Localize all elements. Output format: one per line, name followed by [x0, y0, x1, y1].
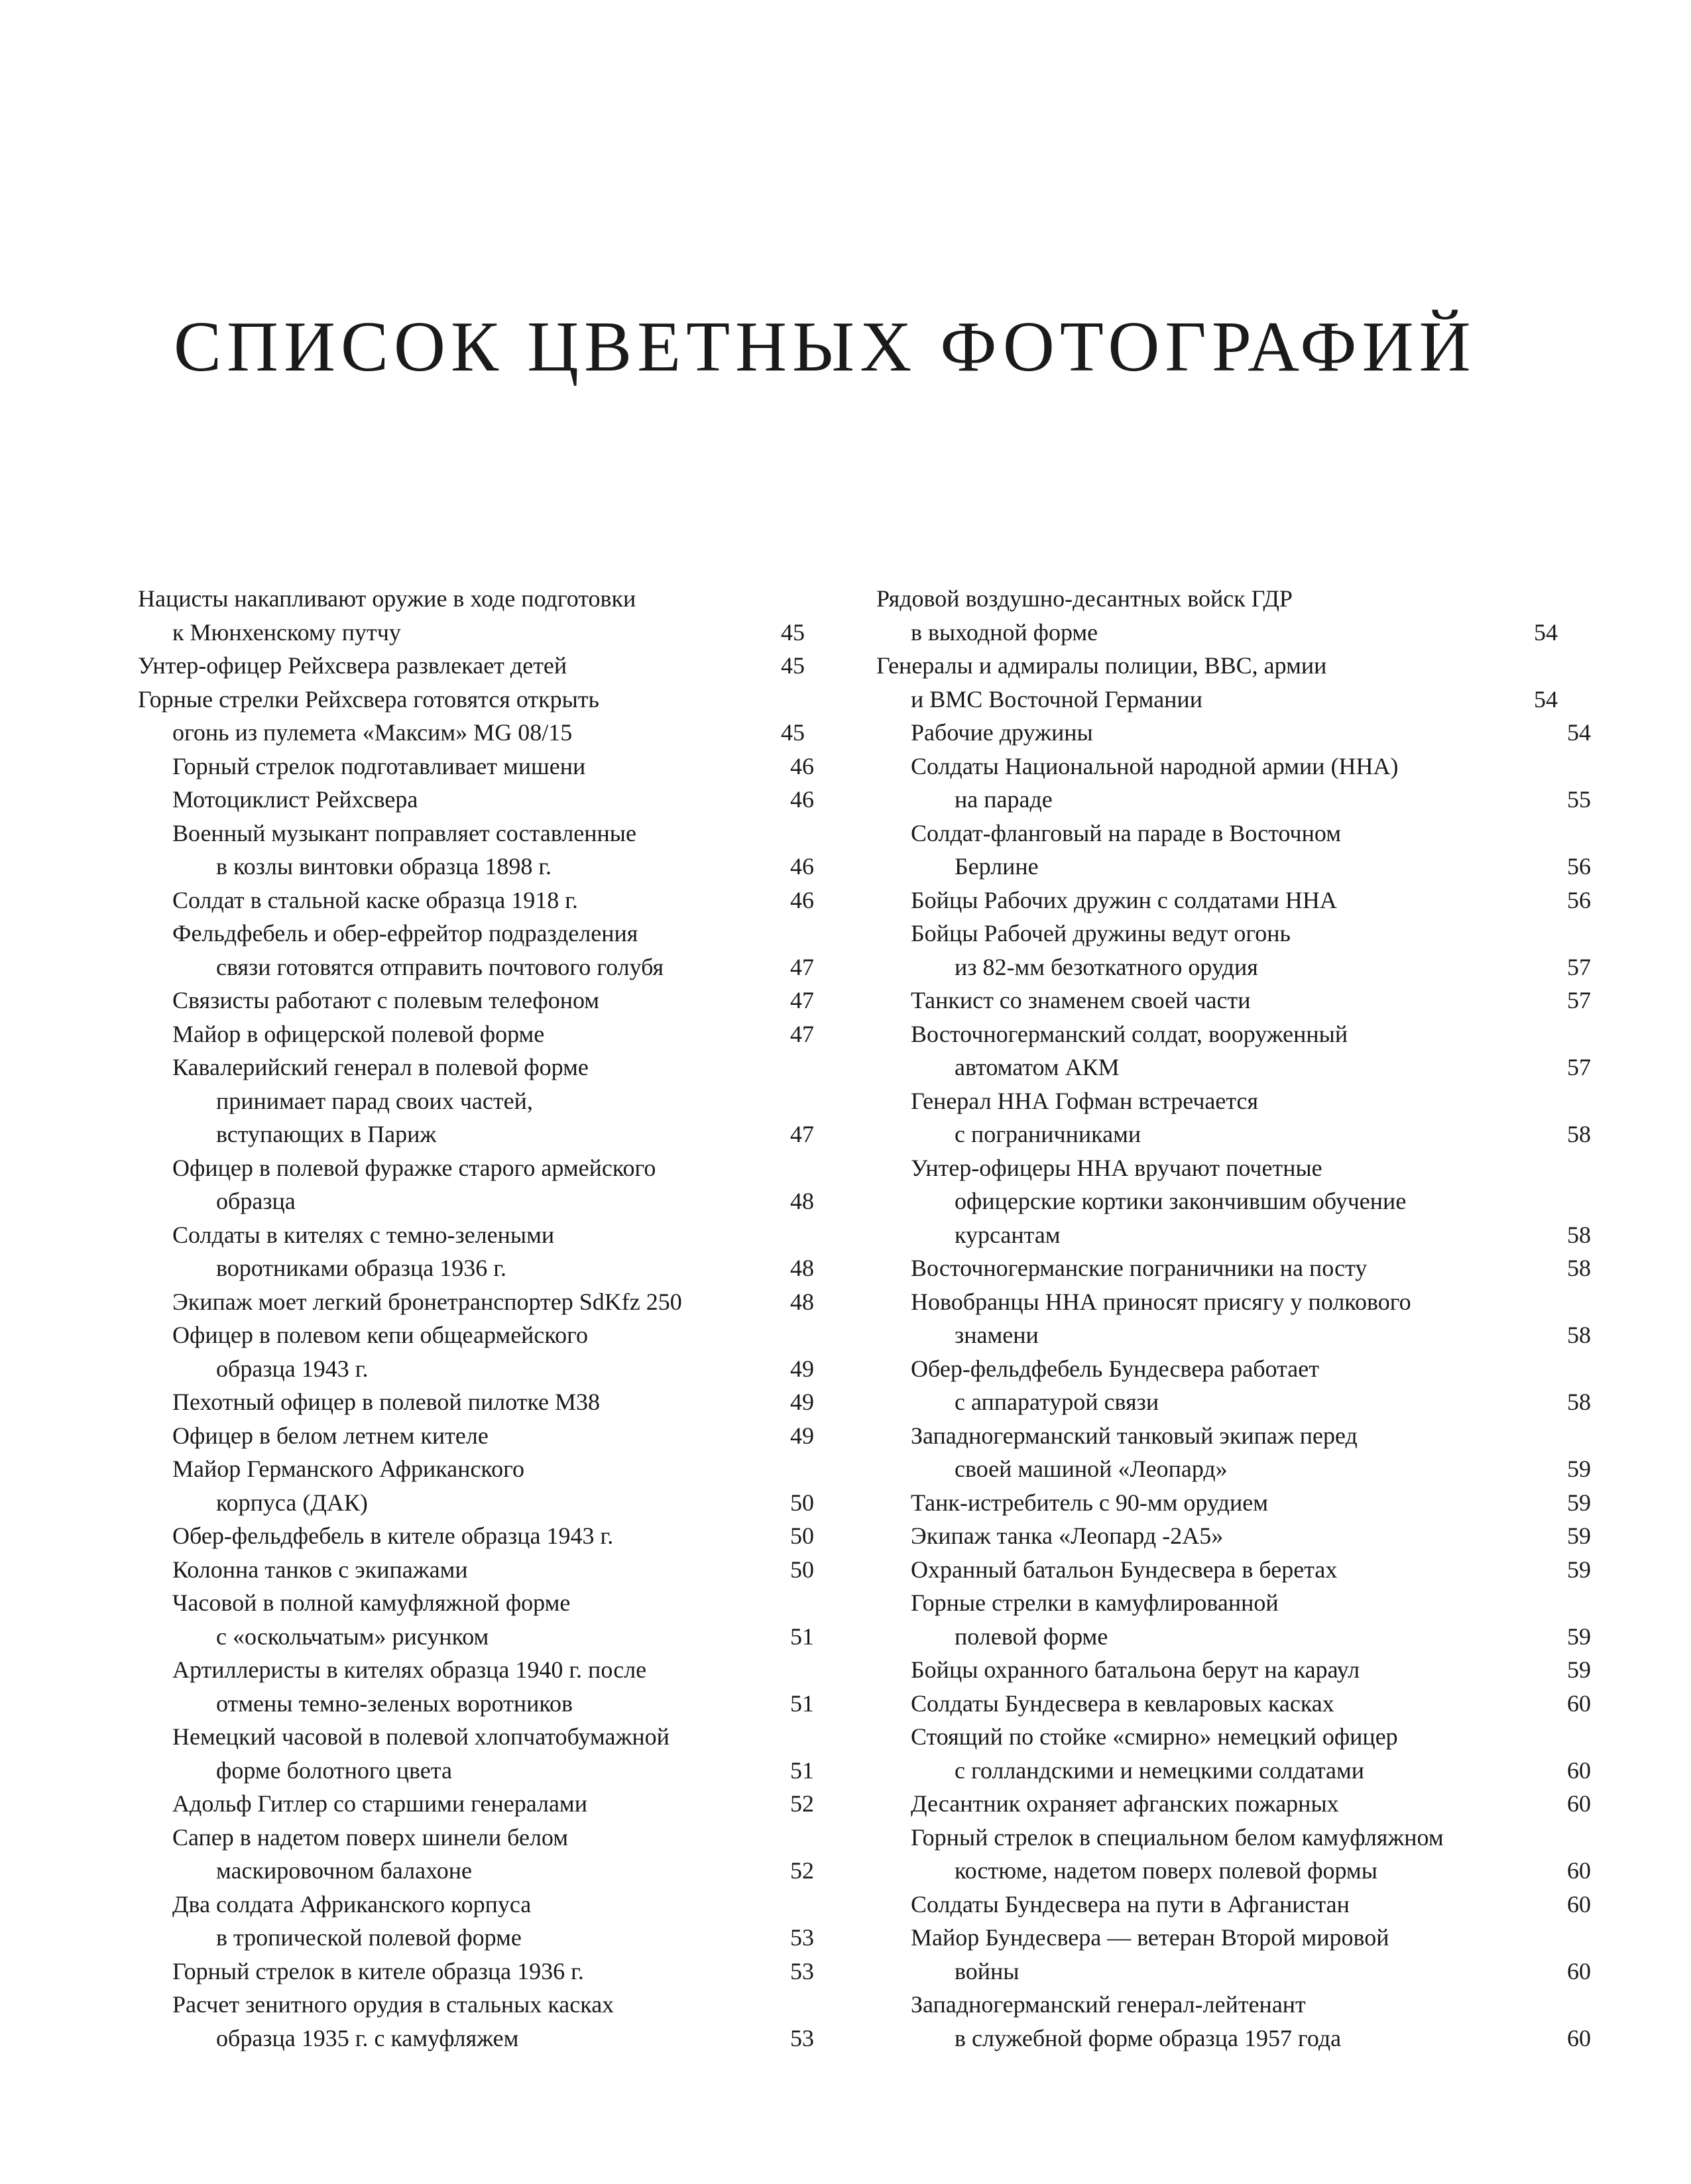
- entry-title: Танкист со знаменем своей части: [911, 987, 1251, 1013]
- page-number: 50: [790, 1556, 814, 1583]
- toc-entry: [876, 1888, 1591, 1922]
- page-number: 52: [790, 1790, 814, 1817]
- page-number: 58: [1567, 1221, 1591, 1248]
- toc-entry: [138, 1988, 814, 2055]
- page-number: 53: [790, 1957, 814, 1984]
- page-number: 50: [790, 1523, 814, 1549]
- entry-title: Солдаты Бундесвера на пути в Афганистан: [911, 1890, 1350, 1918]
- entry-title-continuation: Берлине: [955, 853, 1039, 880]
- page-number: 46: [790, 886, 814, 913]
- toc-entry: [876, 750, 1591, 817]
- toc-entry: [876, 1553, 1591, 1587]
- page-number: 60: [1567, 2024, 1591, 2051]
- page-number: 60: [1567, 1790, 1591, 1817]
- entry-title: Солдат в стальной каске образца 1918 г.: [172, 886, 578, 913]
- toc-entry: [876, 1151, 1591, 1252]
- entry-title: Западногерманский генерал-лейтенант: [911, 1991, 1306, 2018]
- entry-title-continuation: курсантам: [955, 1221, 1061, 1248]
- entry-title-continuation: форме болотного цвета: [216, 1756, 452, 1784]
- page-number: 49: [790, 1389, 814, 1415]
- entry-title: Солдаты в кителях с темно-зелеными: [172, 1221, 555, 1248]
- entry-title-continuation: в тропической полевой форме: [216, 1924, 522, 1951]
- entry-title-continuation: костюме, надетом поверх полевой формы: [955, 1857, 1377, 1884]
- page-number: 59: [1567, 1456, 1591, 1482]
- toc-entry: [876, 984, 1591, 1017]
- page-number: 59: [1567, 1523, 1591, 1549]
- toc-entry: [138, 1955, 814, 1988]
- toc-entry: [876, 649, 1591, 716]
- toc-entry: [138, 1720, 814, 1787]
- toc-entry: [138, 1787, 814, 1821]
- entry-title-continuation: воротниками образца 1936 г.: [216, 1255, 506, 1281]
- toc-entry: [138, 1151, 814, 1218]
- entry-title-continuation: автоматом АКМ: [955, 1054, 1120, 1080]
- page-number: 48: [790, 1188, 814, 1214]
- entry-title: Колонна танков с экипажами: [172, 1556, 468, 1583]
- entry-title-continuation: с аппаратурой связи: [955, 1389, 1159, 1415]
- toc-entry: [876, 817, 1591, 884]
- toc-entry: [138, 884, 814, 917]
- page-number: 58: [1567, 1121, 1591, 1147]
- page-number: 60: [1567, 1857, 1591, 1884]
- entry-title-continuation: и ВМС Восточной Германии: [911, 685, 1202, 713]
- toc-entry: [876, 1653, 1591, 1687]
- toc-entry: [876, 1586, 1591, 1653]
- page-number: 56: [1567, 853, 1591, 880]
- entry-title: Фельдфебель и обер-ефрейтор подразделения: [172, 920, 638, 947]
- page-number: 46: [790, 853, 814, 880]
- page-number: 60: [1567, 1690, 1591, 1717]
- entry-title: Восточногерманский солдат, вооруженный: [911, 1020, 1348, 1047]
- page-number: 51: [790, 1690, 814, 1717]
- entry-title: Нацисты накапливают оружие в ходе подготовки: [138, 585, 636, 612]
- entry-title-continuation: знамени: [955, 1322, 1039, 1348]
- entry-title-continuation: с пограничниками: [955, 1121, 1141, 1147]
- toc-entry: [138, 683, 814, 750]
- page-number: 60: [1567, 1890, 1591, 1918]
- right-column-list: [876, 582, 1591, 2055]
- page-number: 59: [1567, 1656, 1591, 1683]
- entry-title-continuation: с голландскими и немецкими солдатами: [955, 1756, 1365, 1784]
- page-number: 59: [1567, 1556, 1591, 1583]
- entry-title: Горные стрелки в камуфлированной: [911, 1589, 1279, 1616]
- entry-title: Горный стрелок подготавливает мишени: [172, 752, 586, 779]
- toc-entry: [138, 1285, 814, 1319]
- toc-entry: [876, 1988, 1591, 2055]
- page-number: 56: [1567, 886, 1591, 913]
- page-number: 59: [1567, 1489, 1591, 1516]
- toc-entry: [876, 1017, 1591, 1084]
- toc-entry: [138, 817, 814, 884]
- entry-title: Стоящий по стойке «смирно» немецкий офицер: [911, 1723, 1398, 1750]
- entry-title: Майор в офицерской полевой форме: [172, 1020, 545, 1047]
- entry-title-continuation: маскировочном балахоне: [216, 1857, 472, 1884]
- entry-title: Рядовой воздушно-десантных войск ГДР: [876, 585, 1293, 612]
- toc-entry: [876, 1486, 1591, 1520]
- entry-title: Немецкий часовой в полевой хлопчатобумажной: [172, 1723, 670, 1750]
- toc-entry: [876, 917, 1591, 984]
- page-number: 59: [1567, 1623, 1591, 1650]
- entry-title: Бойцы Рабочей дружины ведут огонь: [911, 920, 1291, 947]
- entry-title: Офицер в белом летнем кителе: [172, 1422, 489, 1449]
- page-number: 53: [790, 2024, 814, 2051]
- toc-entry: [876, 1084, 1591, 1151]
- entry-title: Западногерманский танковый экипаж перед: [911, 1422, 1358, 1449]
- entry-title-continuation: вступающих в Париж: [216, 1121, 437, 1147]
- entry-title: Кавалерийский генерал в полевой форме: [172, 1054, 589, 1080]
- toc-entry: [138, 984, 814, 1017]
- toc-entry: [138, 1586, 814, 1653]
- toc-entry: [138, 1017, 814, 1051]
- entry-title-continuation: корпуса (ДАК): [216, 1489, 368, 1516]
- page-number: 45: [781, 652, 805, 679]
- entry-title: Пехотный офицер в полевой пилотке М38: [172, 1389, 601, 1415]
- page-number: 58: [1567, 1389, 1591, 1415]
- entry-title-continuation: на параде: [955, 786, 1053, 813]
- toc-entry: [138, 1821, 814, 1888]
- entry-title: Майор Германского Африканского: [172, 1456, 524, 1482]
- toc-entry: [876, 1419, 1591, 1486]
- page-number: 51: [790, 1756, 814, 1784]
- entry-title-continuation: в выходной форме: [911, 618, 1098, 646]
- entry-title: Расчет зенитного орудия в стальных касках: [172, 1991, 614, 2018]
- entry-title-continuation: отмены темно-зеленых воротников: [216, 1690, 573, 1717]
- entry-title-continuation: огонь из пулемета «Максим» MG 08/15: [172, 719, 573, 746]
- entry-title-continuation: образца 1943 г.: [216, 1355, 369, 1382]
- page-number: 47: [790, 987, 814, 1013]
- entry-title: Офицер в полевом кепи общеармейского: [172, 1322, 588, 1348]
- entry-title-continuation: принимает парад своих частей,: [216, 1087, 533, 1114]
- page-number: 49: [790, 1422, 814, 1449]
- toc-entry: [138, 1419, 814, 1453]
- toc-entry: [876, 1352, 1591, 1419]
- entry-title: Восточногерманские пограничники на посту: [911, 1255, 1368, 1281]
- entry-title: Рабочие дружины: [911, 719, 1093, 746]
- toc-entry: [876, 1687, 1591, 1721]
- entry-title: Генералы и адмиралы полиции, ВВС, армии: [876, 652, 1327, 679]
- entry-title-continuation: офицерские кортики закончившим обучение: [955, 1188, 1407, 1214]
- page-number: 57: [1567, 953, 1591, 980]
- entry-title: Горный стрелок в кителе образца 1936 г.: [172, 1957, 584, 1984]
- page-number: 46: [790, 786, 814, 813]
- toc-entry: [138, 1553, 814, 1587]
- page-number: 54: [1534, 685, 1558, 713]
- page-number: 45: [781, 618, 805, 646]
- entry-title: Мотоциклист Рейхсвера: [172, 786, 418, 813]
- entry-title-continuation: своей машиной «Леопард»: [955, 1456, 1228, 1482]
- entry-title: Солдаты Бундесвера в кевларовых касках: [911, 1690, 1334, 1717]
- entry-title: Бойцы охранного батальона берут на караул: [911, 1656, 1360, 1683]
- entry-title-continuation: в служебной форме образца 1957 года: [955, 2024, 1342, 2051]
- entry-title: Экипаж танка «Леопард -2А5»: [911, 1523, 1224, 1549]
- page-number: 60: [1567, 1756, 1591, 1784]
- page-number: 57: [1567, 1054, 1591, 1080]
- page-number: 60: [1567, 1957, 1591, 1984]
- entry-title: Артиллеристы в кителях образца 1940 г. после: [172, 1656, 647, 1683]
- page-number: 55: [1567, 786, 1591, 813]
- entry-title-continuation: образца: [216, 1188, 296, 1214]
- page-number: 58: [1567, 1255, 1591, 1281]
- entry-title: Адольф Гитлер со старшими генералами: [172, 1790, 587, 1817]
- page-number: 47: [790, 953, 814, 980]
- entry-title: Обер-фельдфебель Бундесвера работает: [911, 1355, 1319, 1382]
- toc-entry: [138, 1519, 814, 1553]
- toc-entry: [876, 1787, 1591, 1821]
- toc-entry: [876, 716, 1591, 750]
- entry-title: Сапер в надетом поверх шинели белом: [172, 1823, 569, 1851]
- toc-entry: [876, 1720, 1591, 1787]
- toc-entry: [138, 1888, 814, 1955]
- toc-entry: [876, 1251, 1591, 1285]
- entry-title: Солдаты Национальной народной армии (ННА): [911, 752, 1399, 779]
- entry-title: Унтер-офицер Рейхсвера развлекает детей: [138, 652, 567, 679]
- toc-entry: [138, 649, 814, 683]
- page-number: 58: [1567, 1322, 1591, 1348]
- page-number: 46: [790, 752, 814, 779]
- toc-entry: [876, 1285, 1591, 1352]
- page-title: СПИСОК ЦВЕТНЫХ ФОТОГРАФИЙ: [174, 308, 1476, 386]
- toc-entry: [138, 750, 814, 783]
- left-column-list: [138, 582, 814, 2055]
- page-number: 53: [790, 1924, 814, 1951]
- toc-entry: [876, 582, 1591, 649]
- toc-entry: [138, 1385, 814, 1419]
- entry-title-continuation: в козлы винтовки образца 1898 г.: [216, 853, 552, 880]
- toc-entry: [138, 1653, 814, 1720]
- page-number: 54: [1567, 719, 1591, 746]
- page-number: 45: [781, 719, 805, 746]
- entry-title: Офицер в полевой фуражке старого армейского: [172, 1154, 656, 1181]
- entry-title: Обер-фельдфебель в кителе образца 1943 г.: [172, 1523, 614, 1549]
- entry-title: Новобранцы ННА приносят присягу у полкового: [911, 1288, 1411, 1315]
- page-number: 52: [790, 1857, 814, 1884]
- entry-title: Военный музыкант поправляет составленные: [172, 819, 636, 846]
- toc-entry: [138, 1051, 814, 1151]
- entry-title: Унтер-офицеры ННА вручают почетные: [911, 1154, 1322, 1181]
- entry-title: Экипаж моет легкий бронетранспортер SdKfz 250: [172, 1288, 682, 1315]
- page-number: 47: [790, 1020, 814, 1047]
- entry-title-continuation: войны: [955, 1957, 1020, 1984]
- entry-title: Охранный батальон Бундесвера в беретах: [911, 1556, 1338, 1583]
- entry-title-continuation: с «оскольчатым» рисунком: [216, 1623, 489, 1650]
- entry-title-continuation: образца 1935 г. с камуфляжем: [216, 2024, 519, 2051]
- toc-entry: [876, 1821, 1591, 1888]
- toc-entry: [138, 917, 814, 984]
- entry-title-continuation: к Мюнхенскому путчу: [172, 618, 401, 646]
- toc-entry: [138, 1218, 814, 1285]
- page-number: 49: [790, 1355, 814, 1382]
- page-number: 50: [790, 1489, 814, 1516]
- entry-title: Солдат-фланговый на параде в Восточном: [911, 819, 1341, 846]
- entry-title-continuation: из 82-мм безоткатного орудия: [955, 953, 1258, 980]
- page-number: 57: [1567, 987, 1591, 1013]
- entry-title: Связисты работают с полевым телефоном: [172, 987, 600, 1013]
- entry-title: Горный стрелок в специальном белом камуфляжном: [911, 1823, 1444, 1851]
- toc-entry: [876, 1519, 1591, 1553]
- entry-title: Генерал ННА Гофман встречается: [911, 1087, 1259, 1114]
- page-number: 51: [790, 1623, 814, 1650]
- entry-title: Часовой в полной камуфляжной форме: [172, 1589, 571, 1616]
- page-number: 47: [790, 1121, 814, 1147]
- page-number: 48: [790, 1255, 814, 1281]
- toc-entry: [138, 783, 814, 817]
- entry-title: Горные стрелки Рейхсвера готовятся открыть: [138, 685, 599, 713]
- toc-entry: [138, 1452, 814, 1519]
- toc-entry: [876, 884, 1591, 917]
- entry-title-continuation: связи готовятся отправить почтового голубя: [216, 953, 664, 980]
- entry-title: Майор Бундесвера — ветеран Второй мировой: [911, 1924, 1389, 1951]
- toc-entry: [876, 1921, 1591, 1988]
- toc-entry: [138, 1318, 814, 1385]
- page-number: 54: [1534, 618, 1558, 646]
- entry-title: Бойцы Рабочих дружин с солдатами ННА: [911, 886, 1337, 913]
- entry-title: Два солдата Африканского корпуса: [172, 1890, 532, 1918]
- entry-title: Танк-истребитель с 90-мм орудием: [911, 1489, 1269, 1516]
- page-number: 48: [790, 1288, 814, 1315]
- entry-title: Десантник охраняет афганских пожарных: [911, 1790, 1339, 1817]
- toc-entry: [138, 582, 814, 649]
- entry-title-continuation: полевой форме: [955, 1623, 1108, 1650]
